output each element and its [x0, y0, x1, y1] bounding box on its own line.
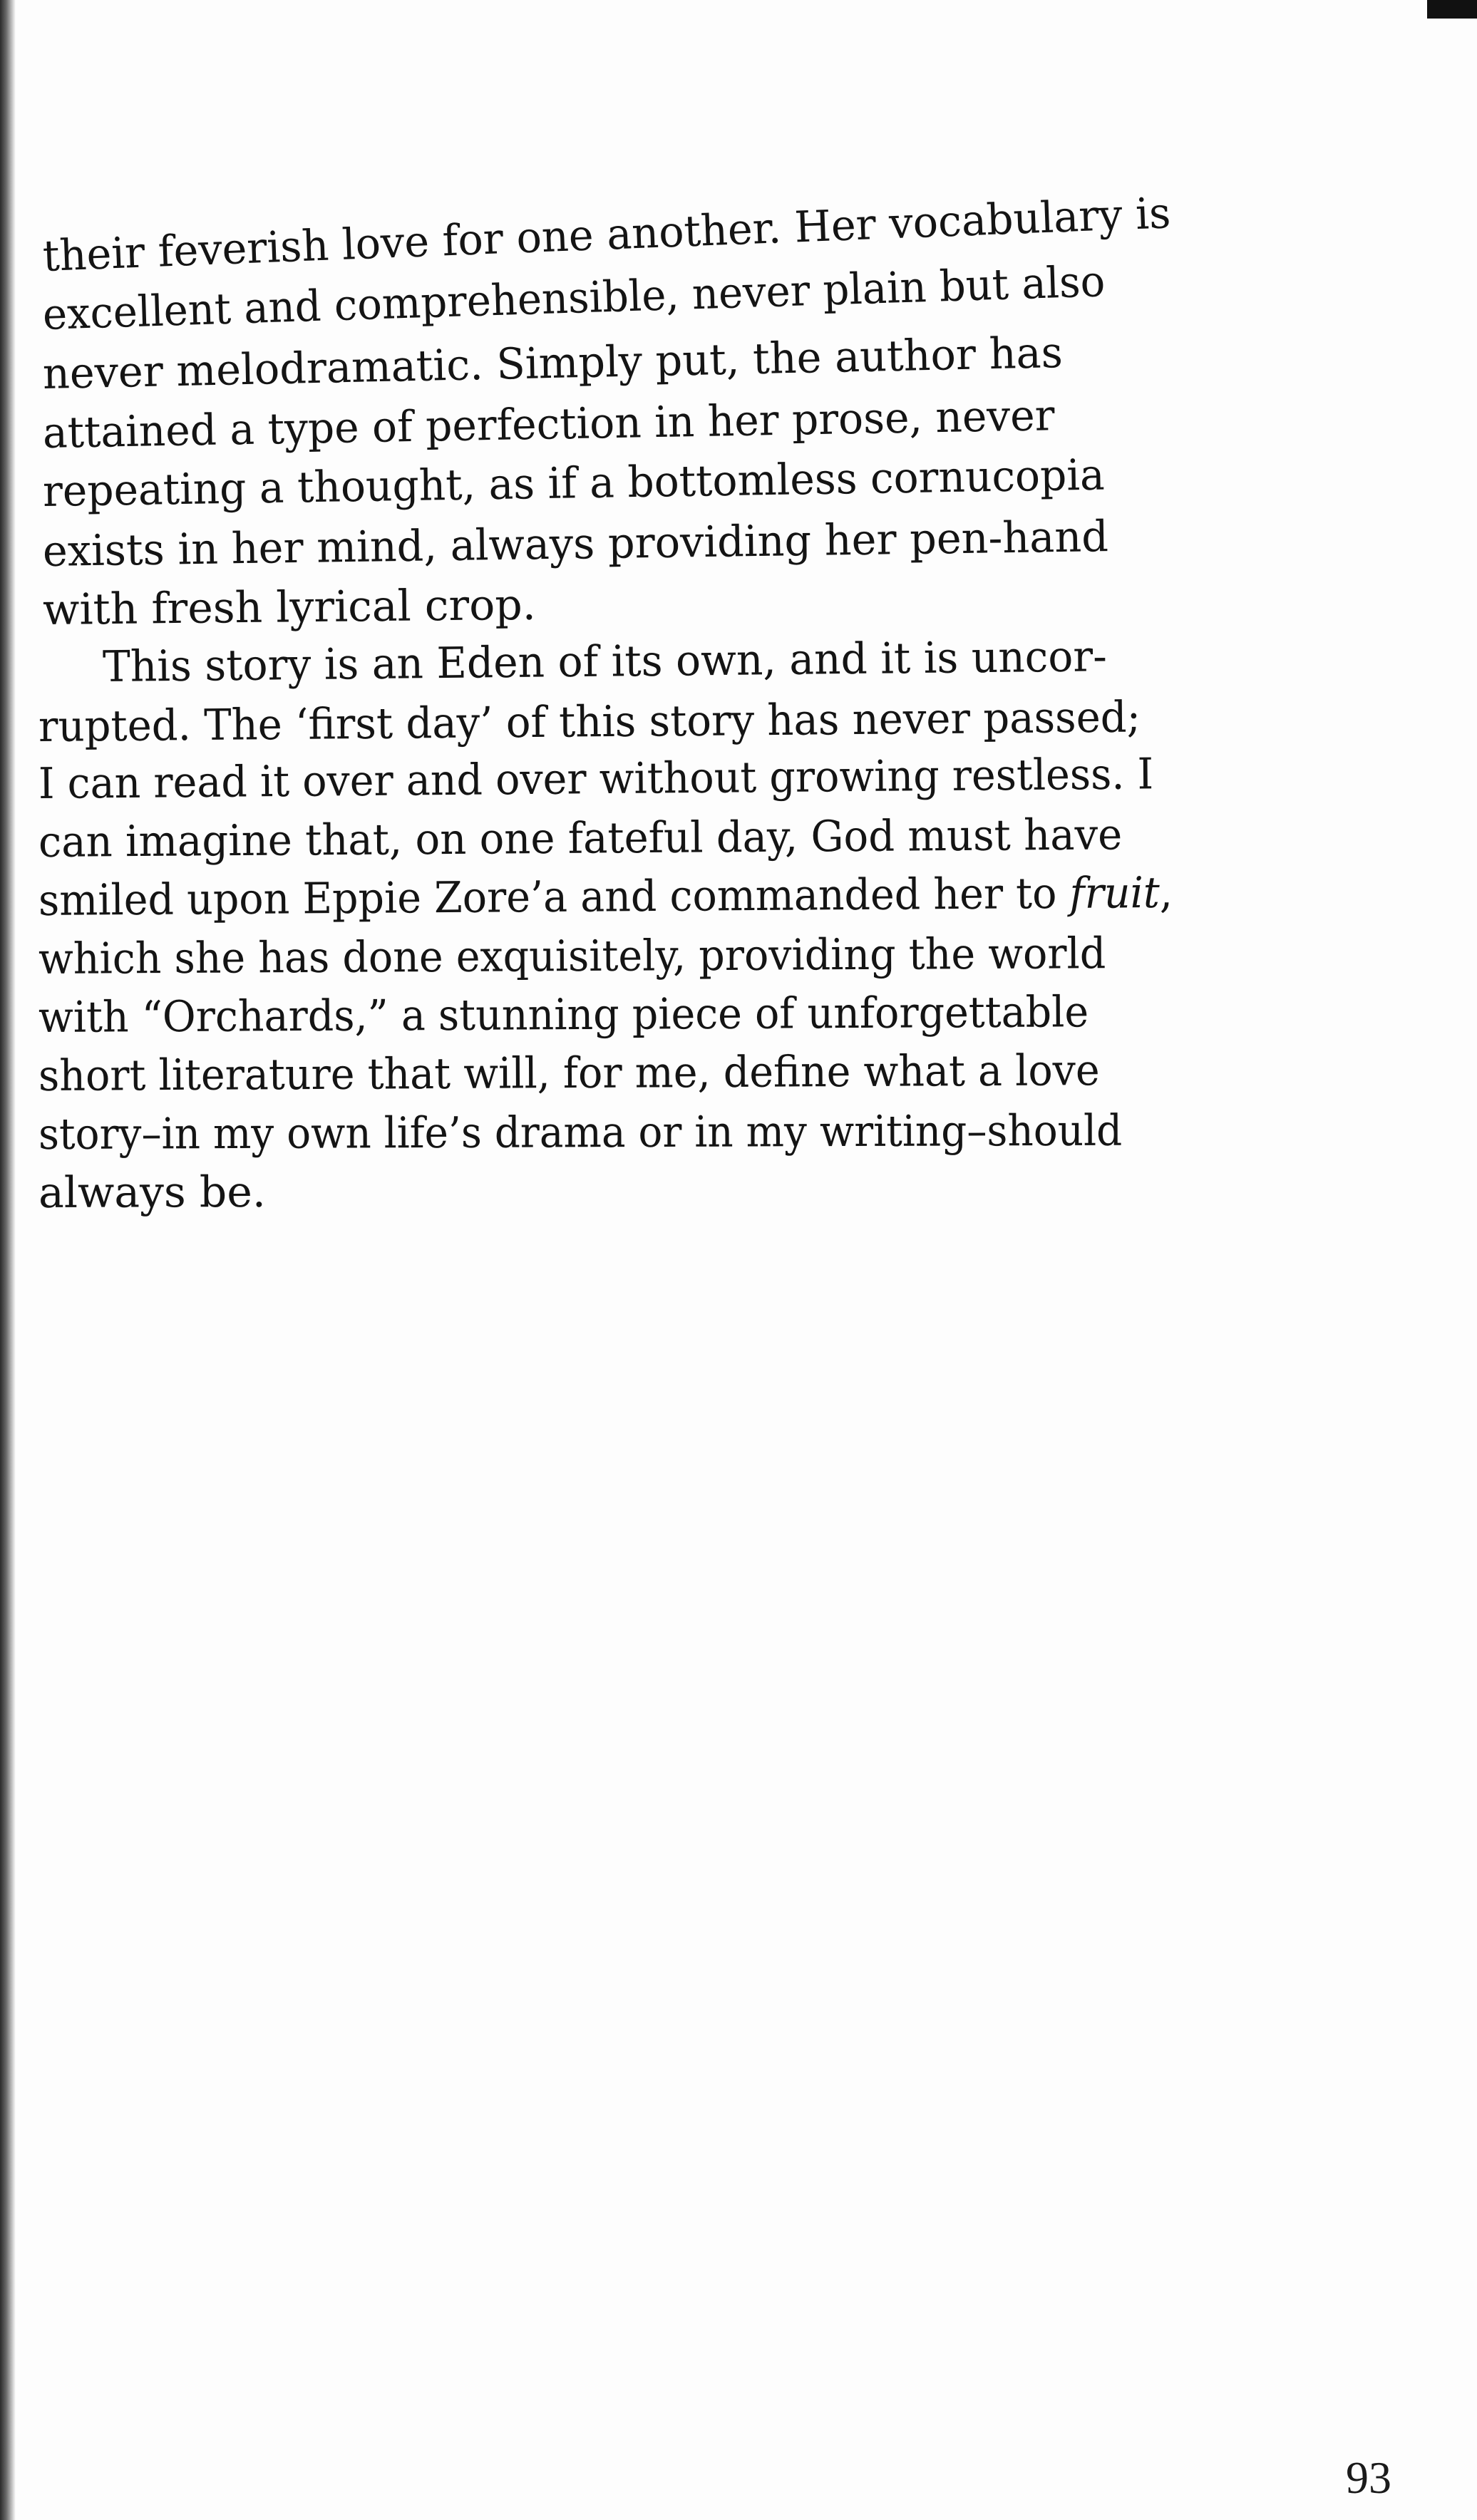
text-line-3: never melodramatic. Simply put, the author has — [42, 328, 1064, 399]
emphasis-word: fruit — [1069, 868, 1160, 919]
text-line-12-main: smiled upon Eppie Zore’a and commanded her to — [38, 869, 1057, 926]
text-line-7: with fresh lyrical crop. — [42, 579, 537, 635]
text-line-6: exists in her mind, always providing her pen-hand — [42, 512, 1109, 577]
text-line-11: can imagine that, on one fateful day, God must have — [38, 810, 1123, 867]
text-line-14: with “Orchards,” a stunning piece of unforgettable — [38, 987, 1089, 1043]
text-line-12 — [38, 867, 1173, 926]
text-line-1: their feverish love for one another. Her vocabulary is — [41, 188, 1172, 282]
text-line-4: attained a type of perfection in her prose, never — [42, 391, 1056, 458]
text-line-10: I can read it over and over without growing restless. I — [38, 749, 1154, 809]
page-number: 93 — [1346, 2452, 1391, 2503]
text-line-13: which she has done exquisitely, providing the world — [38, 929, 1106, 984]
text-line-17: always be. — [38, 1167, 266, 1218]
text-line-15: short literature that will, for me, define what a love — [38, 1045, 1100, 1101]
page-binding-shadow — [0, 0, 16, 2520]
text-line-2: excellent and comprehensible, never plain but also — [41, 257, 1106, 340]
text-line-16: story–in my own life’s drama or in my writing–should — [38, 1105, 1123, 1160]
text-line-9: rupted. The ‘first day’ of this story has never passed; — [38, 692, 1141, 752]
page-corner-shadow — [1427, 0, 1477, 19]
emphasis-trailing-punct: , — [1159, 867, 1173, 919]
text-line-5: repeating a thought, as if a bottomless cornucopia — [42, 450, 1106, 517]
text-line-8: This story is an Eden of its own, and it is uncor- — [102, 631, 1108, 692]
